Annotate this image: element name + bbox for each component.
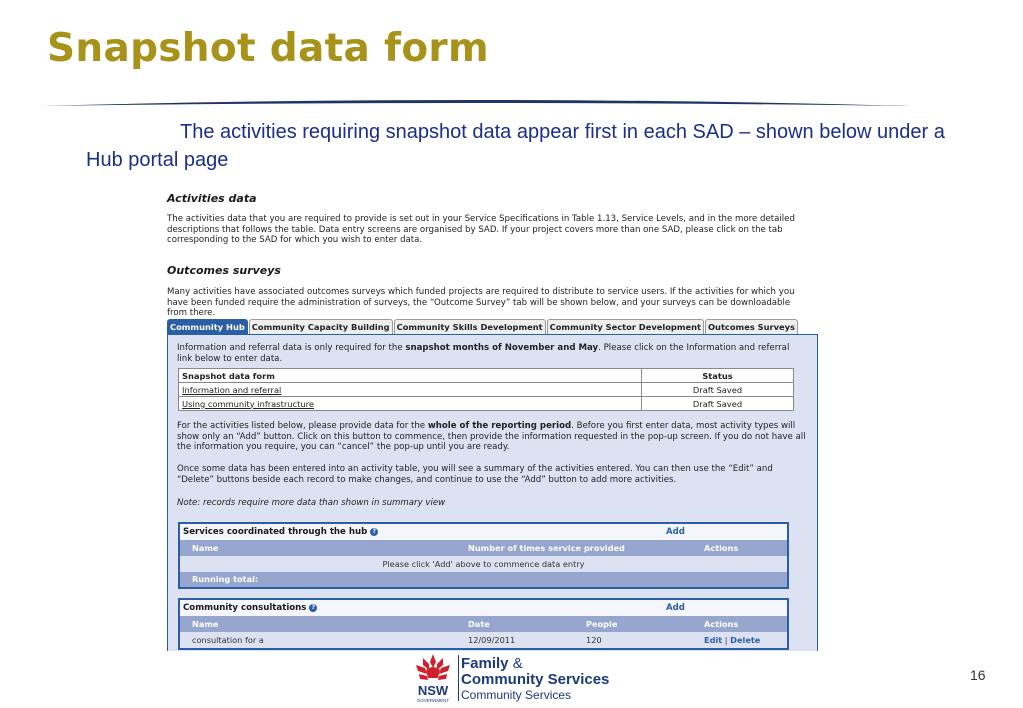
services-box bbox=[178, 522, 789, 589]
services-title: Services coordinated through the hub bbox=[183, 527, 368, 537]
edit-link[interactable]: Edit bbox=[704, 635, 723, 645]
help-icon[interactable]: ? bbox=[370, 528, 378, 536]
tab-community-capacity-building[interactable]: Community Capacity Building bbox=[249, 319, 393, 334]
nsw-family-community-services-logo bbox=[408, 651, 638, 706]
tab-community-sector-development[interactable]: Community Sector Development bbox=[547, 319, 704, 334]
community-hub-panel bbox=[167, 334, 818, 651]
status-cell: Draft Saved bbox=[642, 383, 794, 397]
table-row bbox=[179, 383, 794, 397]
consultations-box bbox=[178, 598, 789, 650]
sad-tabs bbox=[167, 319, 799, 334]
community-infrastructure-link[interactable]: Using community infrastructure bbox=[182, 398, 314, 409]
outcomes-text: Many activities have associated outcomes surveys which funded projects are required to distribute to service users. If the activities for which you have been funded require the administration of surveys, the “Outcome Survey” tab will be shown below, and your surveys can be downloadable from there. bbox=[167, 287, 795, 318]
outcomes-heading: Outcomes surveys bbox=[167, 264, 281, 277]
delete-link[interactable]: Delete bbox=[730, 635, 761, 645]
empty-message: Please click 'Add' above to commence data entry bbox=[382, 559, 585, 569]
col-people: People bbox=[586, 619, 618, 629]
consultation-date: 12/09/2011 bbox=[468, 635, 516, 645]
portal-screenshot bbox=[162, 184, 822, 651]
nsw-text: NSW bbox=[417, 683, 449, 698]
services-columns bbox=[180, 540, 787, 556]
col-actions: Actions bbox=[704, 619, 739, 629]
edit-instructions-text: Once some data has been entered into an activity table, you will see a summary of the activities entered. You can then use the “Edit” and “Delete” buttons beside each record to make changes, and continue to use the “Add” button to add more activities. bbox=[177, 464, 773, 485]
col-times: Number of times service provided bbox=[468, 543, 625, 553]
help-icon[interactable]: ? bbox=[309, 604, 317, 612]
snapshot-table bbox=[178, 368, 794, 411]
tab-outcomes-surveys[interactable]: Outcomes Surveys bbox=[705, 319, 798, 334]
logo-line3: Community Services bbox=[461, 688, 572, 702]
consultation-name: consultation for a bbox=[192, 635, 264, 645]
services-add-button[interactable]: Add bbox=[666, 527, 685, 537]
status-cell: Draft Saved bbox=[642, 397, 794, 411]
row-actions bbox=[704, 635, 760, 645]
services-header bbox=[180, 524, 787, 540]
logo-line2: Community Services bbox=[461, 671, 610, 688]
snapshot-col-status: Status bbox=[642, 369, 794, 383]
col-date: Date bbox=[468, 619, 490, 629]
table-row bbox=[180, 632, 787, 648]
running-total-label: Running total: bbox=[192, 574, 259, 584]
table-row bbox=[179, 397, 794, 411]
reporting-period-text: For the activities listed below, please provide data for the whole of the reporting period. Before you first enter data, most activity types will show only an “Add” button. Click on this button to commence, then provide the information requested in the pop-up screen. If you do not have all the information you require, you can “cancel” the pop-up until you are ready. bbox=[177, 421, 806, 452]
activities-text: The activities data that you are required to provide is set out in your Service Specifications in Table 1.13, Service Levels, and in the more detailed descriptions that follows the table. Data entry screens are organised by SAD. If your project covers more than one SAD, please click on the tab corresponding to the SAD for which you wish to enter data. bbox=[167, 214, 795, 245]
tab-community-skills-development[interactable]: Community Skills Development bbox=[394, 319, 546, 334]
consultations-columns bbox=[180, 616, 787, 632]
title-divider bbox=[40, 97, 910, 111]
information-referral-link[interactable]: Information and referral bbox=[182, 384, 282, 395]
slide-subtitle: The activities requiring snapshot data appear first in each SAD – shown below under a Hub portal page bbox=[86, 121, 945, 171]
snapshot-col-form: Snapshot data form bbox=[179, 369, 642, 383]
consultations-header bbox=[180, 600, 787, 616]
running-total-row bbox=[180, 572, 787, 587]
col-name: Name bbox=[192, 619, 219, 629]
logo-divider bbox=[458, 655, 459, 701]
col-name: Name bbox=[192, 543, 219, 553]
tab-community-hub[interactable]: Community Hub bbox=[167, 319, 248, 334]
page-number: 16 bbox=[970, 667, 986, 683]
consultations-title: Community consultations bbox=[183, 603, 307, 613]
note-text: Note: records require more data than shown in summary view bbox=[177, 498, 446, 508]
consultation-people: 120 bbox=[586, 635, 602, 645]
slide-title: Snapshot data form bbox=[47, 26, 489, 71]
empty-row bbox=[180, 556, 787, 572]
consultations-add-button[interactable]: Add bbox=[666, 603, 685, 613]
col-actions: Actions bbox=[704, 543, 739, 553]
activities-heading: Activities data bbox=[167, 192, 257, 205]
intro-text: Information and referral data is only required for the snapshot months of November and May. Please click on the Information and referral link below to enter data. bbox=[177, 343, 790, 364]
government-text: GOVERNMENT bbox=[416, 698, 450, 703]
action-separator: | bbox=[724, 635, 728, 645]
logo-line1: Family & bbox=[461, 655, 523, 672]
waratah-icon bbox=[410, 652, 456, 704]
